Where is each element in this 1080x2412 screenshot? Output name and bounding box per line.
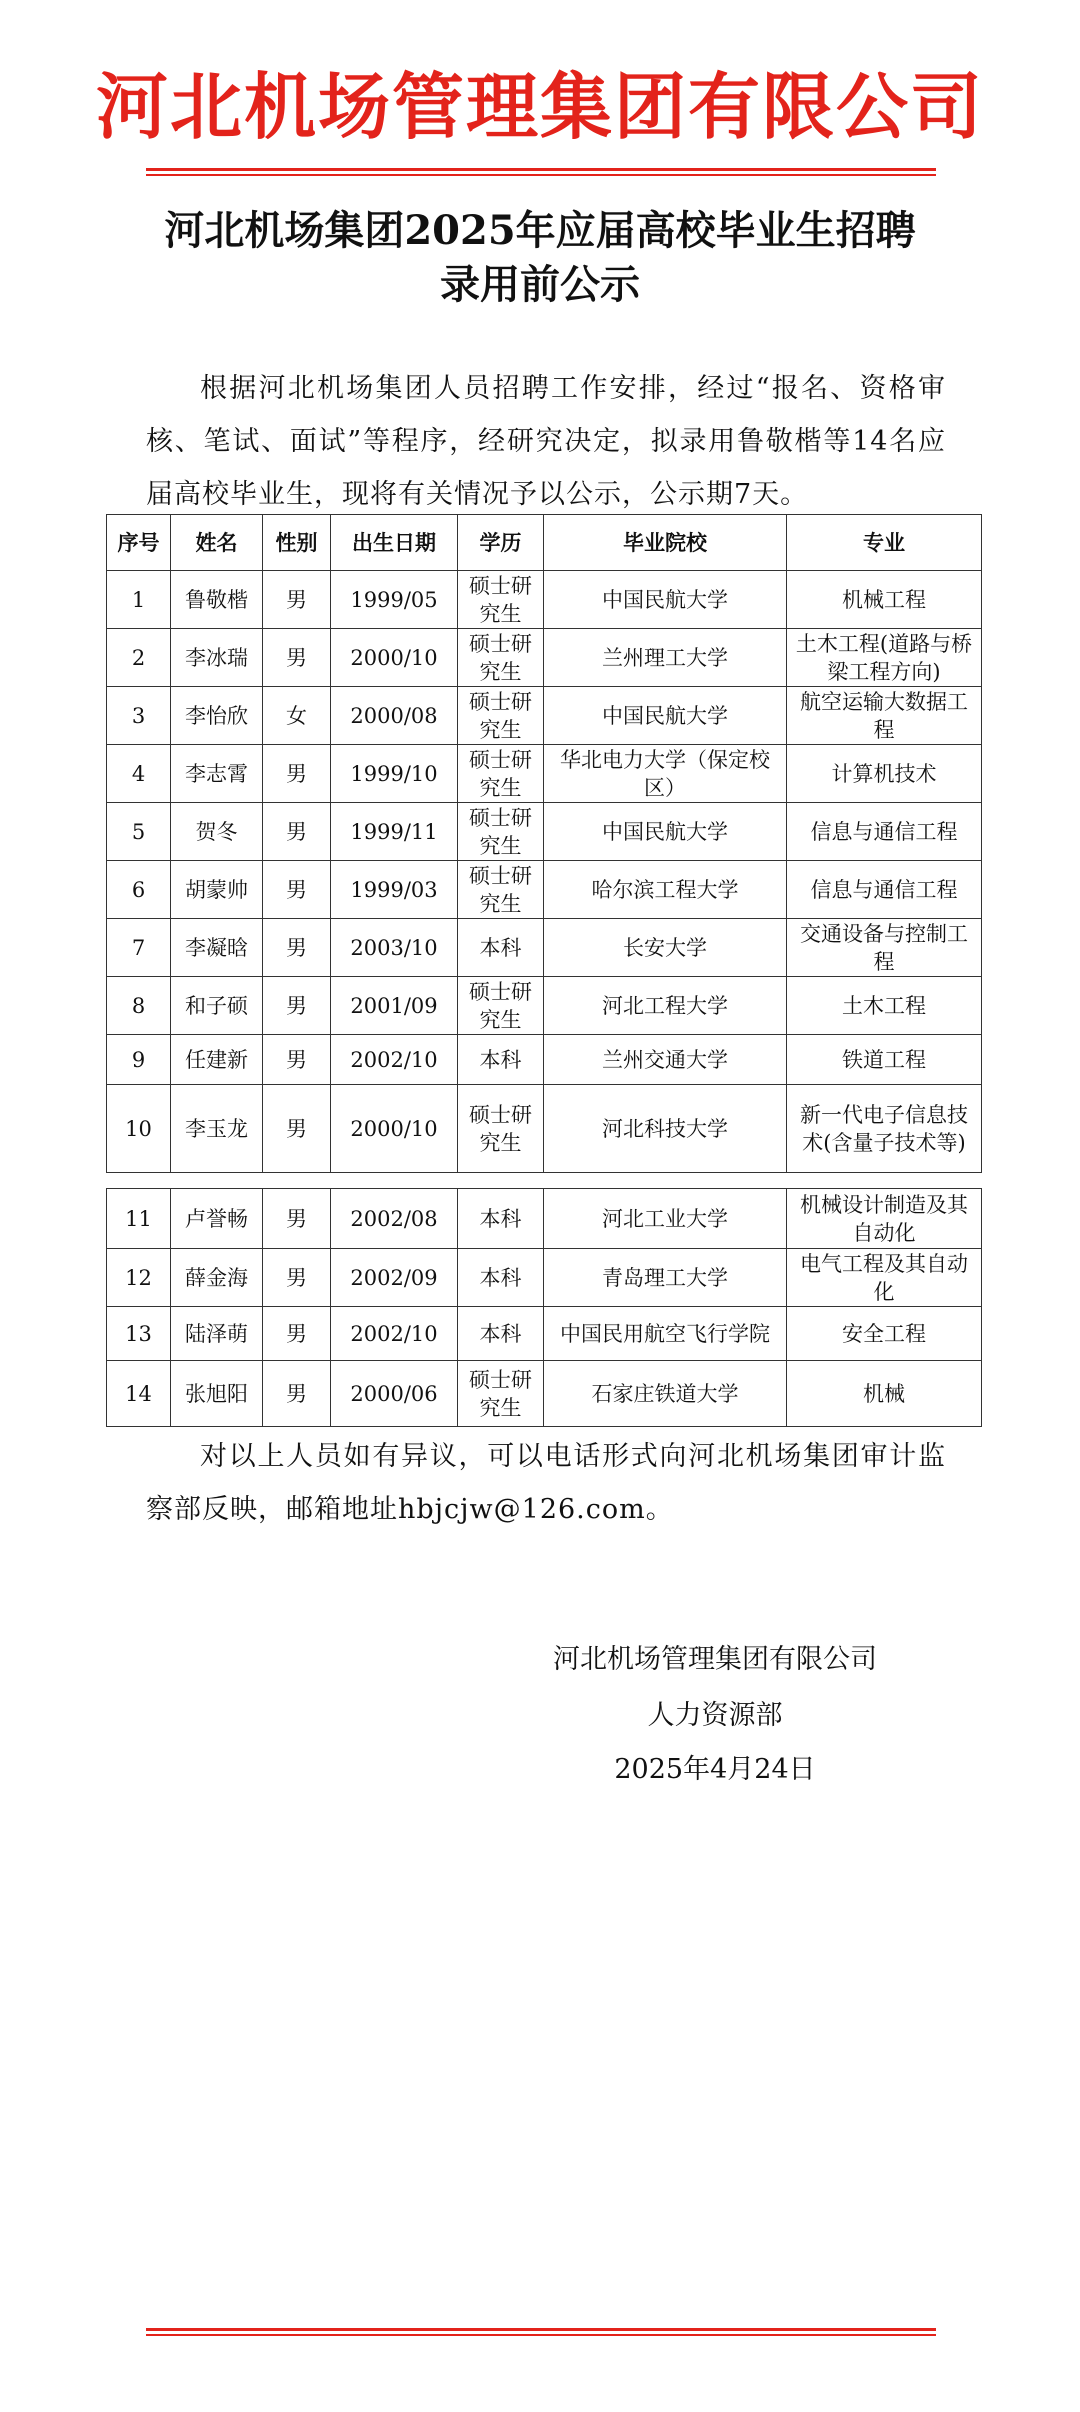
cell-gender: 男 bbox=[263, 1189, 331, 1249]
cell-birth-date: 1999/05 bbox=[331, 571, 458, 629]
table-row bbox=[107, 571, 982, 629]
cell-seq: 1 bbox=[107, 571, 171, 629]
table-header-degree: 学历 bbox=[458, 515, 544, 571]
table-row bbox=[107, 803, 982, 861]
cell-seq: 2 bbox=[107, 629, 171, 687]
cell-name: 任建新 bbox=[171, 1035, 263, 1085]
notice-closing-paragraph: 对以上人员如有异议，可以电话形式向河北机场集团审计监察部反映，邮箱地址hbjcjw@126.com。 bbox=[146, 1441, 946, 1525]
cell-name: 鲁敬楷 bbox=[171, 571, 263, 629]
cell-major: 航空运输大数据工程 bbox=[787, 687, 982, 745]
table-header-name: 姓名 bbox=[171, 515, 263, 571]
cell-name: 李冰瑞 bbox=[171, 629, 263, 687]
cell-name: 李怡欣 bbox=[171, 687, 263, 745]
table-header-major: 专业 bbox=[787, 515, 982, 571]
cell-major: 安全工程 bbox=[787, 1307, 982, 1361]
signature-dept: 人力资源部 bbox=[647, 1700, 783, 1731]
cell-birth-date: 2000/08 bbox=[331, 687, 458, 745]
cell-seq: 14 bbox=[107, 1361, 171, 1427]
cell-degree: 本科 bbox=[458, 919, 544, 977]
cell-degree: 硕士研究生 bbox=[458, 861, 544, 919]
cell-university: 中国民航大学 bbox=[544, 803, 787, 861]
cell-gender: 男 bbox=[263, 1307, 331, 1361]
cell-seq: 9 bbox=[107, 1035, 171, 1085]
table-row bbox=[107, 977, 982, 1035]
cell-degree: 本科 bbox=[458, 1249, 544, 1307]
cell-name: 贺冬 bbox=[171, 803, 263, 861]
cell-major: 土木工程(道路与桥梁工程方向) bbox=[787, 629, 982, 687]
cell-name: 李志霄 bbox=[171, 745, 263, 803]
cell-birth-date: 2000/10 bbox=[331, 629, 458, 687]
cell-birth-date: 1999/10 bbox=[331, 745, 458, 803]
cell-degree: 硕士研究生 bbox=[458, 629, 544, 687]
table-body-part2 bbox=[107, 1189, 982, 1427]
cell-degree: 硕士研究生 bbox=[458, 1361, 544, 1427]
cell-university: 华北电力大学（保定校区） bbox=[544, 745, 787, 803]
table-body-part1 bbox=[107, 571, 982, 1173]
cell-gender: 女 bbox=[263, 687, 331, 745]
table-header-birth-date: 出生日期 bbox=[331, 515, 458, 571]
cell-name: 张旭阳 bbox=[171, 1361, 263, 1427]
table-header-row bbox=[107, 515, 982, 571]
cell-major: 铁道工程 bbox=[787, 1035, 982, 1085]
cell-degree: 硕士研究生 bbox=[458, 977, 544, 1035]
cell-birth-date: 2001/09 bbox=[331, 977, 458, 1035]
cell-birth-date: 2002/09 bbox=[331, 1249, 458, 1307]
cell-gender: 男 bbox=[263, 629, 331, 687]
cell-degree: 本科 bbox=[458, 1307, 544, 1361]
notice-title bbox=[0, 204, 1080, 312]
footer-rule-top bbox=[146, 2328, 936, 2331]
cell-seq: 11 bbox=[107, 1189, 171, 1249]
cell-birth-date: 2000/06 bbox=[331, 1361, 458, 1427]
table-row bbox=[107, 861, 982, 919]
cell-degree: 硕士研究生 bbox=[458, 571, 544, 629]
cell-university: 中国民航大学 bbox=[544, 571, 787, 629]
table-row bbox=[107, 1361, 982, 1427]
table-row bbox=[107, 745, 982, 803]
table-row bbox=[107, 1085, 982, 1173]
cell-major: 电气工程及其自动化 bbox=[787, 1249, 982, 1307]
cell-university: 青岛理工大学 bbox=[544, 1249, 787, 1307]
cell-major: 机械 bbox=[787, 1361, 982, 1427]
signature-org: 河北机场管理集团有限公司 bbox=[553, 1644, 877, 1675]
cell-birth-date: 1999/11 bbox=[331, 803, 458, 861]
table-row bbox=[107, 629, 982, 687]
cell-birth-date: 2002/10 bbox=[331, 1035, 458, 1085]
cell-name: 胡蒙帅 bbox=[171, 861, 263, 919]
table-row bbox=[107, 687, 982, 745]
cell-university: 石家庄铁道大学 bbox=[544, 1361, 787, 1427]
cell-gender: 男 bbox=[263, 1249, 331, 1307]
cell-gender: 男 bbox=[263, 745, 331, 803]
cell-seq: 6 bbox=[107, 861, 171, 919]
cell-name: 李凝晗 bbox=[171, 919, 263, 977]
cell-name: 薛金海 bbox=[171, 1249, 263, 1307]
cell-major: 信息与通信工程 bbox=[787, 861, 982, 919]
cell-seq: 5 bbox=[107, 803, 171, 861]
notice-title-line1: 河北机场集团2025年应届高校毕业生招聘 bbox=[164, 207, 916, 254]
cell-major: 新一代电子信息技术(含量子技术等) bbox=[787, 1085, 982, 1173]
cell-gender: 男 bbox=[263, 1361, 331, 1427]
cell-gender: 男 bbox=[263, 571, 331, 629]
cell-major: 土木工程 bbox=[787, 977, 982, 1035]
cell-major: 机械工程 bbox=[787, 571, 982, 629]
footer-rule-bottom bbox=[146, 2334, 936, 2336]
cell-name: 卢誉畅 bbox=[171, 1189, 263, 1249]
cell-seq: 10 bbox=[107, 1085, 171, 1173]
cell-degree: 本科 bbox=[458, 1189, 544, 1249]
cell-university: 河北工程大学 bbox=[544, 977, 787, 1035]
letterhead-rule-top bbox=[146, 168, 936, 171]
cell-university: 兰州理工大学 bbox=[544, 629, 787, 687]
cell-gender: 男 bbox=[263, 803, 331, 861]
cell-gender: 男 bbox=[263, 919, 331, 977]
letterhead-rule-bottom bbox=[146, 174, 936, 176]
cell-degree: 本科 bbox=[458, 1035, 544, 1085]
table-row bbox=[107, 1249, 982, 1307]
roster-table-part2 bbox=[106, 1188, 982, 1427]
cell-seq: 12 bbox=[107, 1249, 171, 1307]
cell-major: 信息与通信工程 bbox=[787, 803, 982, 861]
cell-university: 中国民航大学 bbox=[544, 687, 787, 745]
cell-major: 计算机技术 bbox=[787, 745, 982, 803]
table-row bbox=[107, 1035, 982, 1085]
cell-university: 河北工业大学 bbox=[544, 1189, 787, 1249]
cell-degree: 硕士研究生 bbox=[458, 687, 544, 745]
cell-name: 陆泽萌 bbox=[171, 1307, 263, 1361]
table-header-university: 毕业院校 bbox=[544, 515, 787, 571]
cell-university: 长安大学 bbox=[544, 919, 787, 977]
cell-name: 和子硕 bbox=[171, 977, 263, 1035]
cell-major: 机械设计制造及其自动化 bbox=[787, 1189, 982, 1249]
table-header-seq: 序号 bbox=[107, 515, 171, 571]
cell-university: 哈尔滨工程大学 bbox=[544, 861, 787, 919]
cell-seq: 7 bbox=[107, 919, 171, 977]
cell-degree: 硕士研究生 bbox=[458, 1085, 544, 1173]
cell-birth-date: 2002/08 bbox=[331, 1189, 458, 1249]
cell-name: 李玉龙 bbox=[171, 1085, 263, 1173]
cell-university: 河北科技大学 bbox=[544, 1085, 787, 1173]
cell-university: 中国民用航空飞行学院 bbox=[544, 1307, 787, 1361]
cell-birth-date: 2002/10 bbox=[331, 1307, 458, 1361]
cell-degree: 硕士研究生 bbox=[458, 745, 544, 803]
table-header-gender: 性别 bbox=[263, 515, 331, 571]
cell-seq: 4 bbox=[107, 745, 171, 803]
table-row bbox=[107, 919, 982, 977]
cell-gender: 男 bbox=[263, 861, 331, 919]
notice-title-line2: 录用前公示 bbox=[440, 261, 640, 308]
cell-seq: 13 bbox=[107, 1307, 171, 1361]
cell-seq: 3 bbox=[107, 687, 171, 745]
cell-seq: 8 bbox=[107, 977, 171, 1035]
table-row bbox=[107, 1307, 982, 1361]
notice-intro-paragraph: 根据河北机场集团人员招聘工作安排，经过“报名、资格审核、笔试、面试”等程序，经研究决定，拟录用鲁敬楷等14名应届高校毕业生，现将有关情况予以公示，公示期7天。 bbox=[146, 373, 946, 510]
cell-major: 交通设备与控制工程 bbox=[787, 919, 982, 977]
roster-table-part1 bbox=[106, 514, 982, 1173]
cell-birth-date: 2000/10 bbox=[331, 1085, 458, 1173]
cell-birth-date: 1999/03 bbox=[331, 861, 458, 919]
cell-birth-date: 2003/10 bbox=[331, 919, 458, 977]
cell-gender: 男 bbox=[263, 1085, 331, 1173]
cell-gender: 男 bbox=[263, 1035, 331, 1085]
cell-degree: 硕士研究生 bbox=[458, 803, 544, 861]
signature-date: 2025年4月24日 bbox=[614, 1754, 816, 1785]
cell-university: 兰州交通大学 bbox=[544, 1035, 787, 1085]
letterhead-org-name: 河北机场管理集团有限公司 bbox=[95, 65, 984, 149]
table-row bbox=[107, 1189, 982, 1249]
cell-gender: 男 bbox=[263, 977, 331, 1035]
